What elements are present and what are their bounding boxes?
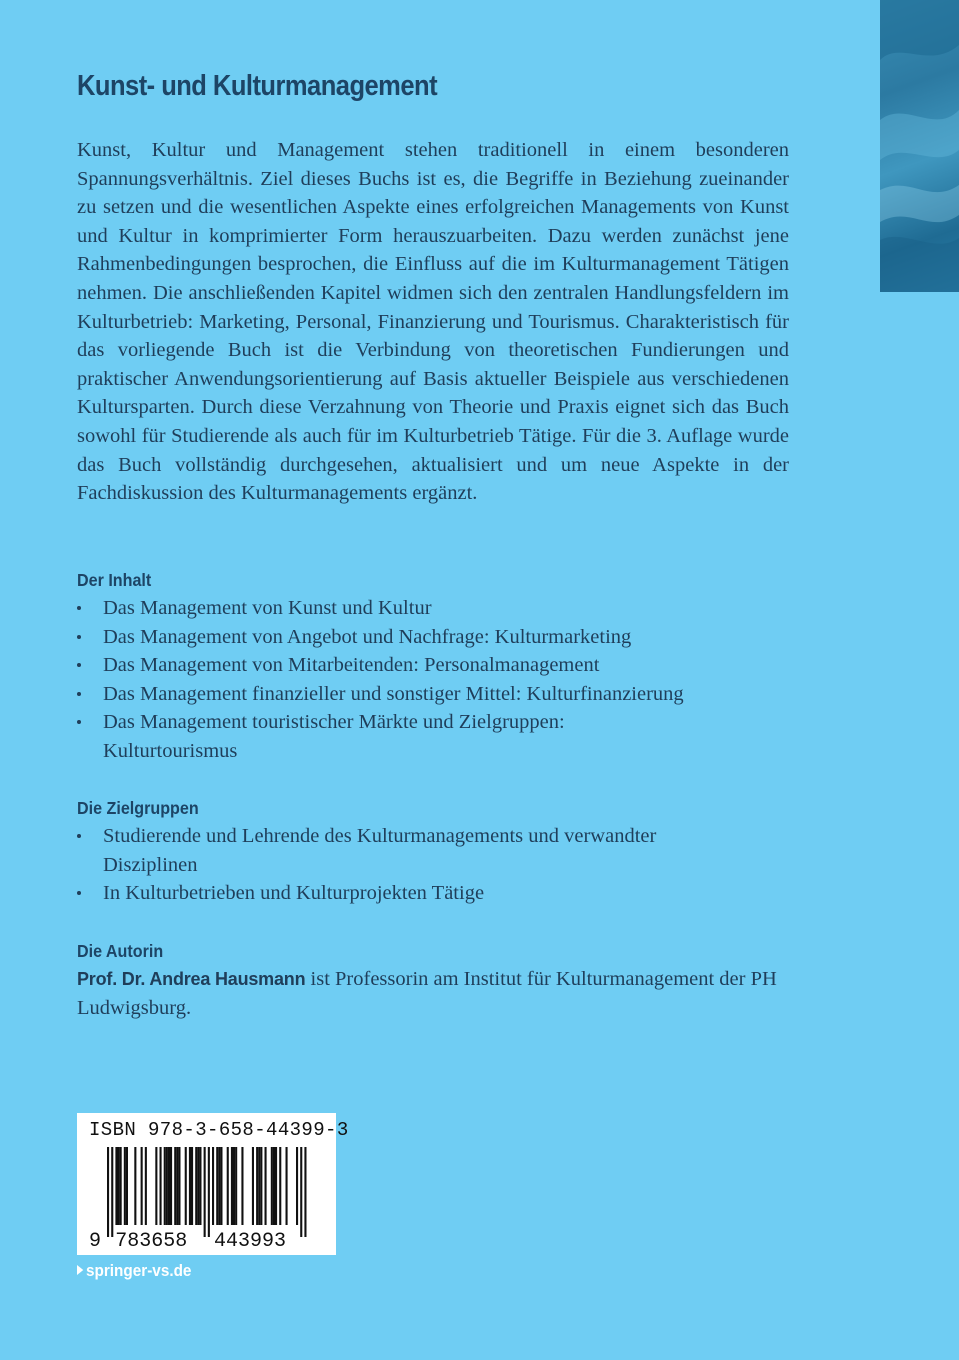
arrow-right-icon — [77, 1265, 83, 1275]
barcode-bar — [252, 1147, 254, 1225]
barcode-bar — [208, 1147, 210, 1237]
barcode-bar — [235, 1147, 237, 1225]
barcode-bar — [231, 1147, 233, 1225]
bullet-icon — [77, 692, 81, 696]
author-bio: Prof. Dr. Andrea Hausmann ist Professorin am Institut für Kulturmanagement der PH Ludwigsburg. — [77, 968, 777, 1019]
barcode-bar — [145, 1147, 147, 1225]
barcode-bar — [166, 1147, 168, 1225]
barcode-bar — [189, 1147, 191, 1225]
isbn-label: ISBN 978-3-658-44399-3 — [89, 1119, 349, 1141]
bullet-icon — [77, 635, 81, 639]
book-title: Kunst- und Kulturmanagement — [77, 70, 438, 102]
barcode-bar — [124, 1147, 126, 1225]
barcode-bar — [296, 1147, 298, 1225]
list-item: Das Management von Mitarbeitenden: Personalmanagement — [77, 651, 763, 680]
barcode-bar — [241, 1147, 243, 1225]
barcode-bar — [204, 1147, 206, 1237]
barcode-bar — [265, 1147, 267, 1225]
audience-heading: Die Zielgruppen — [77, 798, 199, 818]
contents-list — [77, 594, 817, 766]
barcode-first-digit: 9 — [89, 1230, 102, 1253]
barcode-bar — [107, 1147, 109, 1237]
barcode-bar — [164, 1147, 166, 1225]
list-item: Das Management von Kunst und Kultur — [77, 594, 763, 623]
barcode-bar — [120, 1147, 122, 1225]
barcode-bar — [279, 1147, 281, 1225]
publisher-link[interactable]: springer-vs.de — [77, 1261, 191, 1281]
barcode-bar — [256, 1147, 258, 1225]
barcode-bar — [258, 1147, 260, 1225]
contents-section — [77, 566, 817, 766]
barcode-bar — [304, 1147, 306, 1237]
barcode-bar — [118, 1147, 120, 1225]
barcode-bar — [227, 1147, 229, 1225]
barcode-bar — [185, 1147, 187, 1225]
barcode-bar — [115, 1147, 117, 1225]
barcode-bar — [233, 1147, 235, 1225]
barcode-right-digits: 443993 — [214, 1230, 287, 1253]
barcode-bar — [212, 1147, 214, 1225]
barcode-bars — [77, 1145, 336, 1253]
barcode-bar — [220, 1147, 222, 1225]
audience-list — [77, 822, 817, 908]
barcode-bar — [170, 1147, 172, 1225]
barcode-bar — [300, 1147, 302, 1237]
barcode-bar — [155, 1147, 157, 1225]
list-item: Das Management touristischer Märkte und Zielgruppen: Kulturtourismus — [77, 708, 663, 765]
author-heading: Die Autorin — [77, 941, 164, 961]
barcode-bar — [286, 1147, 288, 1225]
bullet-icon — [77, 720, 81, 724]
corner-decoration — [880, 0, 959, 292]
barcode-bar — [275, 1147, 277, 1225]
barcode-left-digits: 783658 — [115, 1230, 188, 1253]
barcode-bar — [111, 1147, 113, 1237]
barcode-bar — [218, 1147, 220, 1225]
barcode-bar — [191, 1147, 193, 1225]
barcode-bar — [199, 1147, 201, 1225]
list-item: In Kulturbetrieben und Kulturprojekten Tätige — [77, 879, 763, 908]
bullet-icon — [77, 834, 81, 838]
wave-art — [880, 0, 959, 292]
barcode-bar — [141, 1147, 143, 1225]
barcode-bar — [176, 1147, 178, 1225]
barcode — [77, 1113, 349, 1255]
bullet-icon — [77, 891, 81, 895]
list-item: Das Management von Angebot und Nachfrage: Kulturmarketing — [77, 623, 763, 652]
barcode-bar — [260, 1147, 262, 1225]
barcode-bar — [160, 1147, 162, 1225]
author-name: Prof. Dr. Andrea Hausmann — [77, 969, 306, 989]
barcode-bar — [134, 1147, 136, 1225]
bullet-icon — [77, 606, 81, 610]
barcode-bar — [216, 1147, 218, 1225]
list-item: Studierende und Lehrende des Kulturmanagements und verwandter Disziplinen — [77, 822, 743, 879]
author-section — [77, 937, 817, 1022]
barcode-bar — [195, 1147, 197, 1225]
book-description: Kunst, Kultur und Management stehen traditionell in einem besonderen Spannungsverhältnis. Ziel dieses Buchs ist es, die Begriffe in Beziehung zueinander zu setzen und die wesentlichen Aspekte eines erfolgreichen Managements von Kunst und Kultur in komprimierter Form herauszuarbeiten. Dazu werden zunächst jene Rahmenbedingungen besprochen, die Einfluss auf die im Kulturmanagement Tätigen nehmen. Die anschließenden Kapitel widmen sich den zentralen Handlungsfeldern im Kulturbetrieb: Marketing, Personal, Finanzierung und Tourismus. Charakteristisch für das vorliegende Buch ist die Verbindung von theoretischen Fundierungen und praktischer Anwendungsorientierung auf Basis aktueller Beispiele aus verschiedenen Kultursparten. Durch diese Verzahnung von Theorie und Praxis eignet sich das Buch sowohl für Studierende als auch für im Kulturbetrieb Tätige. Für die 3. Auflage wurde das Buch vollständig durchgesehen, aktualisiert und um neue Aspekte in der Fachdiskussion des Kulturmanagements ergänzt. — [77, 139, 789, 505]
barcode-bar — [197, 1147, 199, 1225]
barcode-bar — [273, 1147, 275, 1225]
barcode-bar — [126, 1147, 128, 1225]
bullet-icon — [77, 663, 81, 667]
barcode-bar — [168, 1147, 170, 1225]
barcode-bar — [178, 1147, 180, 1225]
list-item: Das Management finanzieller und sonstiger Mittel: Kulturfinanzierung — [77, 680, 763, 709]
audience-section — [77, 794, 817, 908]
barcode-bar — [271, 1147, 273, 1225]
contents-heading: Der Inhalt — [77, 570, 152, 590]
barcode-bar — [174, 1147, 176, 1225]
